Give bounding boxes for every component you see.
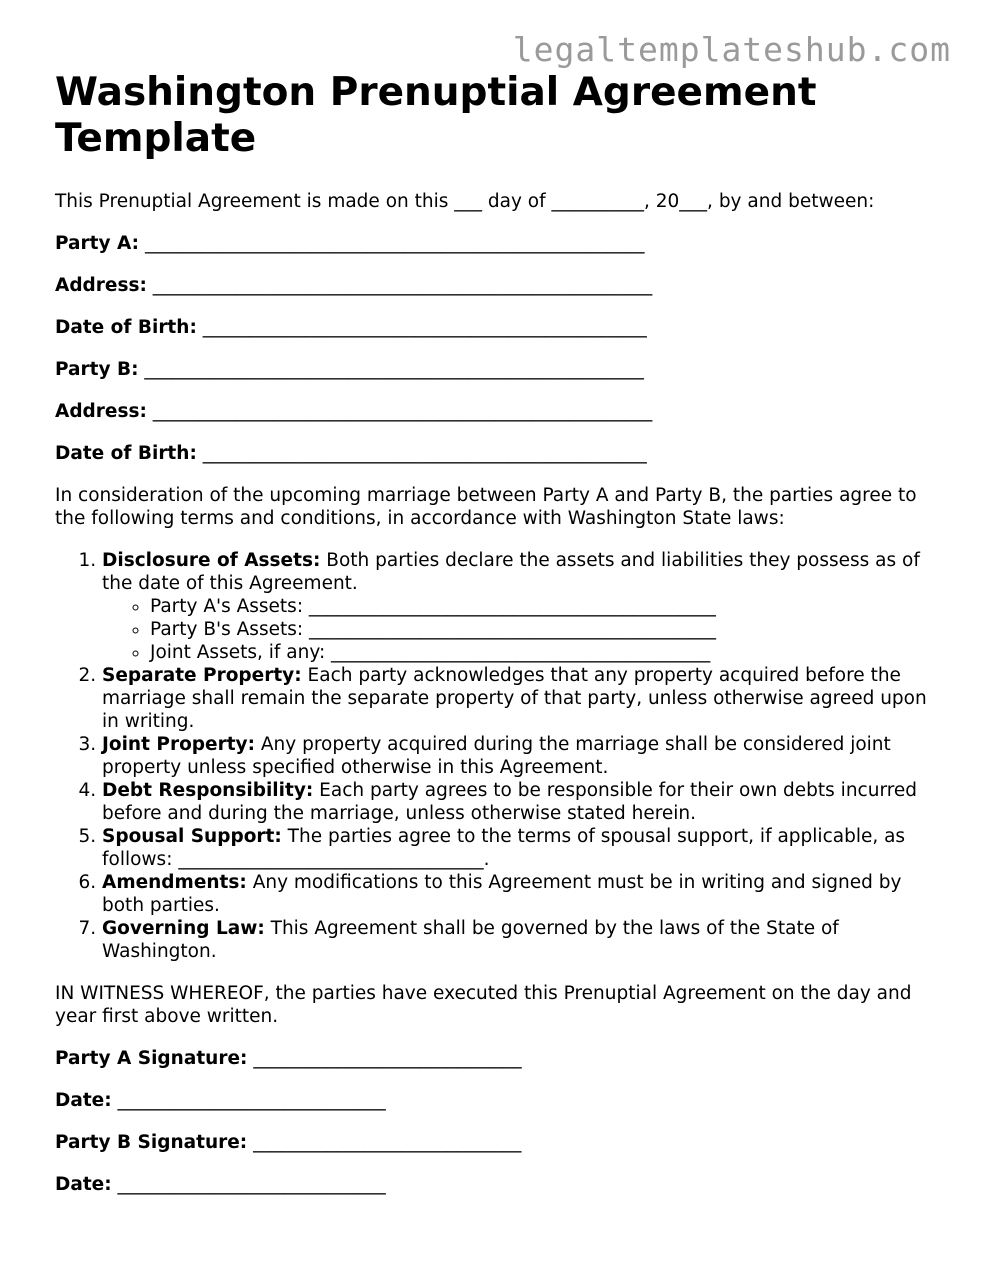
party-b-date-field: [55, 1173, 935, 1196]
party-a-field: [55, 232, 935, 255]
field-label: Date:: [55, 1174, 112, 1195]
blank-line: ________________________________________________: [202, 317, 647, 338]
term-heading: Spousal Support:: [102, 826, 282, 847]
document-title: Washington Prenuptial Agreement Template: [55, 70, 817, 161]
intro-paragraph: This Prenuptial Agreement is made on this ___ day of __________, 20___, by and between:: [55, 191, 875, 212]
field-label: Date:: [55, 1090, 112, 1111]
party-b-signature-field: [55, 1131, 935, 1154]
term-item: [102, 825, 935, 871]
document-page: [55, 70, 935, 1196]
witness-paragraph: IN WITNESS WHEREOF, the parties have executed this Prenuptial Agreement on the day and year first above written.: [55, 983, 912, 1027]
consideration-paragraph: In consideration of the upcoming marriage between Party A and Party B, the parties agree to the following terms and conditions, in accordance with Washington State laws:: [55, 485, 917, 529]
sub-item: ◦ Party A's Assets: ____________________________________________: [150, 595, 935, 618]
blank-line: ______________________________________________________: [144, 233, 645, 254]
party-b-field: [55, 358, 935, 381]
sub-item: ◦ Party B's Assets: ____________________________________________: [150, 618, 935, 641]
party-b-dob-field: [55, 442, 935, 465]
term-heading: Separate Property:: [102, 665, 302, 686]
site-watermark: legaltemplateshub.com: [512, 30, 951, 69]
field-label: Party A:: [55, 233, 140, 254]
term-heading: Debt Responsibility:: [102, 780, 314, 801]
blank-line: _____________________________: [117, 1090, 386, 1111]
blank-line: _____________________________: [117, 1174, 386, 1195]
term-heading: Governing Law:: [102, 918, 265, 939]
term-item: [102, 917, 935, 963]
field-label: Address:: [55, 401, 147, 422]
party-a-dob-field: [55, 316, 935, 339]
term-text: Each party agrees to be responsible for their own debts incurred before and during the marriage, unless otherwise stated herein.: [102, 780, 918, 824]
term-text: Each party acknowledges that any property acquired before the marriage shall remain the separate property of that party, unless otherwise agreed upon in writing.: [102, 665, 927, 732]
blank-line: _____________________________: [253, 1048, 522, 1069]
assets-sublist: [102, 595, 935, 664]
term-text: This Agreement shall be governed by the laws of the State of Washington.: [102, 918, 839, 962]
term-heading: Joint Property:: [102, 734, 255, 755]
terms-list: [55, 549, 935, 963]
sub-item: ◦ Joint Assets, if any: _________________________________________: [150, 641, 935, 664]
field-label: Party B:: [55, 359, 139, 380]
term-item: [102, 664, 935, 733]
term-heading: Amendments:: [102, 872, 247, 893]
field-label: Address:: [55, 275, 147, 296]
blank-line: ______________________________________________________: [144, 359, 644, 380]
term-text: Any modifications to this Agreement must be in writing and signed by both parties.: [102, 872, 902, 916]
party-a-address-field: [55, 274, 935, 297]
term-item: [102, 733, 935, 779]
term-item: [102, 779, 935, 825]
blank-line: _____________________________: [253, 1132, 522, 1153]
blank-line: ______________________________________________________: [152, 401, 653, 422]
term-text: The parties agree to the terms of spousal support, if applicable, as follows: _________________________________.: [102, 826, 906, 870]
field-label: Date of Birth:: [55, 317, 197, 338]
party-b-address-field: [55, 400, 935, 423]
party-a-signature-field: [55, 1047, 935, 1070]
field-label: Party A Signature:: [55, 1048, 248, 1069]
term-item: [102, 549, 935, 664]
party-a-date-field: [55, 1089, 935, 1112]
term-item: [102, 871, 935, 917]
blank-line: ______________________________________________________: [152, 275, 653, 296]
field-label: Party B Signature:: [55, 1132, 248, 1153]
term-heading: Disclosure of Assets:: [102, 550, 321, 571]
term-text: Any property acquired during the marriage shall be considered joint property unless specified otherwise in this Agreement.: [102, 734, 891, 778]
blank-line: ________________________________________________: [202, 443, 647, 464]
field-label: Date of Birth:: [55, 443, 197, 464]
term-text: Both parties declare the assets and liabilities they possess as of the date of this Agreement.: [102, 550, 920, 594]
